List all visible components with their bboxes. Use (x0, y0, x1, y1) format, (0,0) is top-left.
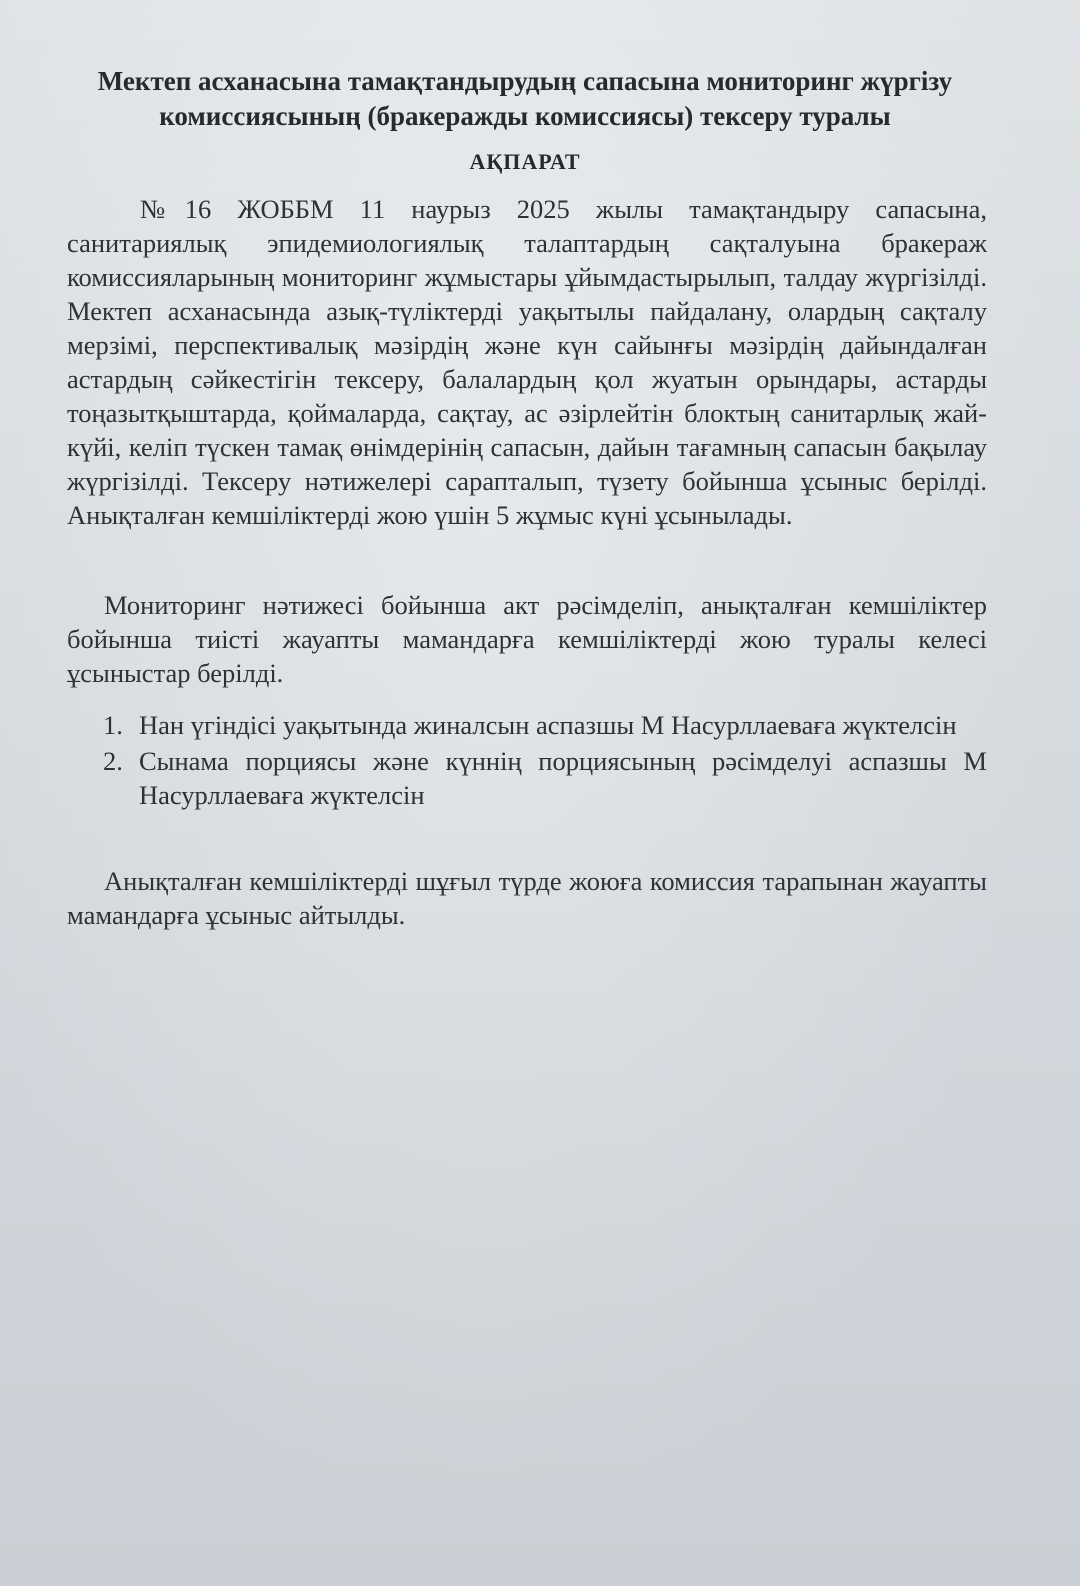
title-line-2: комиссиясының (бракеражды комиссиясы) тексеру туралы (159, 101, 891, 131)
list-item-number: 1. (103, 710, 123, 740)
list-item-text: Сынама порциясы және күннің порциясының рәсімделуі аспазшы М Насурллаеваға жүктелсін (139, 746, 987, 810)
list-item (67, 708, 987, 742)
list-item-number: 2. (103, 746, 123, 776)
paragraph-1: №16 ЖОББМ 11 наурыз 2025 жылы тамақтандыру сапасына, санитариялық эпидемиологиялық талаптардың сақталуына бракераж комиссияларының мониторинг жұмыстары ұйымдастырылып, талдау жүргізілді. Мектеп асханасында азық-түліктерді уақытылы пайдалану, олардың сақталу мерзімі, перспективалық мәзірдің және күн сайынғы мәзірдің дайындалған астардың сәйкестігін тексеру, балалардың қол жуатын орындары, астарды тоңазытқыштарда, қоймаларда, сақтау, ас әзірлейтін блоктың санитарлық жай-күйі, келіп түскен тамақ өнімдерінің сапасын, дайын тағамның сапасын бақылау жүргізілді. Тексеру нәтижелері сарапталып, түзету бойынша ұсыныс берілді. Анықталған кемшіліктерді жою үшін 5 жұмыс күні ұсынылады. (67, 194, 987, 530)
document-subtitle: АҚПАРАТ (469, 149, 581, 174)
list-item (67, 744, 987, 812)
document-title (60, 64, 990, 134)
paragraph-3: Анықталған кемшіліктерді шұғыл түрде жоюға комиссия тарапынан жауапты мамандарға ұсыныс айтылды. (67, 866, 987, 930)
paragraph-2: Мониторинг нәтижесі бойынша акт рәсімделіп, анықталған кемшіліктер бойынша тиісті жауапты мамандарға кемшіліктерді жою туралы келесі ұсыныстар берілді. (67, 590, 987, 688)
title-line-1: Мектеп асханасына тамақтандырудың сапасына мониторинг жүргізу (97, 66, 953, 96)
recommendations-list (67, 708, 987, 814)
list-item-text: Нан үгіндісі уақытында жиналсын аспазшы М Насурллаеваға жүктелсін (139, 710, 957, 740)
